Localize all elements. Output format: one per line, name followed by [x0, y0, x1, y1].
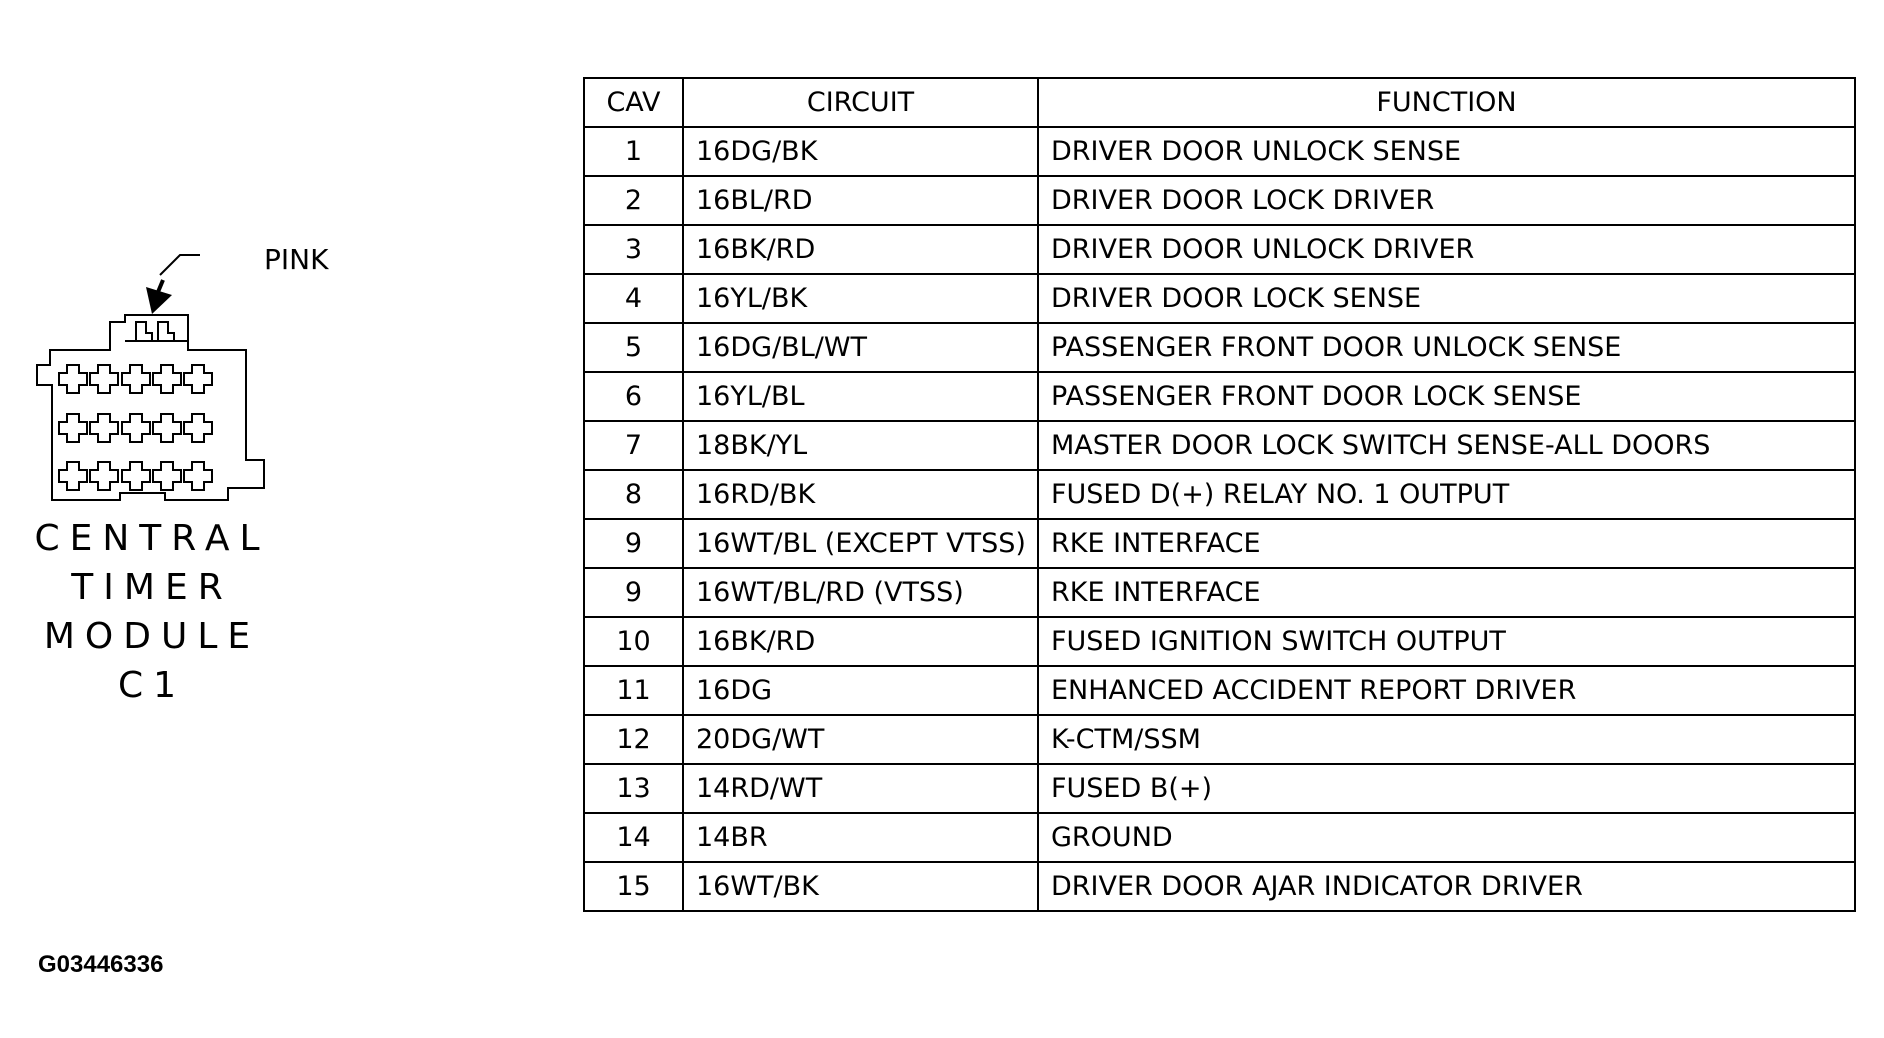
cavity-terminal [90, 462, 118, 490]
circuit-cell: 16WT/BK [683, 862, 1038, 911]
function-cell: PASSENGER FRONT DOOR LOCK SENSE [1038, 372, 1855, 421]
cavity-terminal [122, 462, 150, 490]
table-row [584, 568, 1855, 617]
table-row [584, 176, 1855, 225]
cavity-terminal [59, 365, 87, 393]
table-row [584, 715, 1855, 764]
header-circuit: CIRCUIT [683, 78, 1038, 127]
table-row [584, 764, 1855, 813]
cav-cell: 4 [584, 274, 683, 323]
function-cell: DRIVER DOOR LOCK DRIVER [1038, 176, 1855, 225]
cav-cell: 12 [584, 715, 683, 764]
cavity-terminal [153, 365, 181, 393]
circuit-cell: 16RD/BK [683, 470, 1038, 519]
cav-cell: 13 [584, 764, 683, 813]
connector-color-label: PINK [264, 243, 329, 276]
table-row [584, 372, 1855, 421]
circuit-cell: 16BK/RD [683, 617, 1038, 666]
table-row [584, 813, 1855, 862]
cav-cell: 3 [584, 225, 683, 274]
table-row [584, 323, 1855, 372]
cav-cell: 15 [584, 862, 683, 911]
circuit-cell: 16YL/BK [683, 274, 1038, 323]
circuit-cell: 16BL/RD [683, 176, 1038, 225]
header-function: FUNCTION [1038, 78, 1855, 127]
circuit-cell: 16BK/RD [683, 225, 1038, 274]
function-cell: DRIVER DOOR UNLOCK SENSE [1038, 127, 1855, 176]
cavity-terminal [122, 365, 150, 393]
function-cell: PASSENGER FRONT DOOR UNLOCK SENSE [1038, 323, 1855, 372]
figure-id: G03446336 [38, 951, 164, 978]
function-cell: K-CTM/SSM [1038, 715, 1855, 764]
pin-out-table [583, 77, 1856, 912]
cav-cell: 1 [584, 127, 683, 176]
cav-cell: 9 [584, 568, 683, 617]
cav-cell: 14 [584, 813, 683, 862]
table-row [584, 274, 1855, 323]
table-row [584, 862, 1855, 911]
circuit-cell: 16WT/BL (EXCEPT VTSS) [683, 519, 1038, 568]
function-cell: FUSED IGNITION SWITCH OUTPUT [1038, 617, 1855, 666]
circuit-cell: 16YL/BL [683, 372, 1038, 421]
function-cell: FUSED B(+) [1038, 764, 1855, 813]
function-cell: FUSED D(+) RELAY NO. 1 OUTPUT [1038, 470, 1855, 519]
circuit-cell: 18BK/YL [683, 421, 1038, 470]
function-cell: RKE INTERFACE [1038, 519, 1855, 568]
circuit-cell: 14RD/WT [683, 764, 1038, 813]
function-cell: DRIVER DOOR LOCK SENSE [1038, 274, 1855, 323]
cavity-grid [59, 365, 212, 490]
cav-cell: 7 [584, 421, 683, 470]
cavity-terminal [184, 462, 212, 490]
module-name-line-4: C1 [117, 665, 187, 706]
cavity-terminal [153, 462, 181, 490]
cavity-terminal [184, 414, 212, 442]
circuit-cell: 16DG [683, 666, 1038, 715]
function-cell: ENHANCED ACCIDENT REPORT DRIVER [1038, 666, 1855, 715]
circuit-cell: 16DG/BL/WT [683, 323, 1038, 372]
cav-cell: 8 [584, 470, 683, 519]
table-row [584, 225, 1855, 274]
module-name-line-3: MODULE [43, 616, 261, 657]
function-cell: MASTER DOOR LOCK SWITCH SENSE-ALL DOORS [1038, 421, 1855, 470]
connector-face [37, 315, 264, 500]
cavity-terminal [153, 414, 181, 442]
cav-cell: 9 [584, 519, 683, 568]
function-cell: RKE INTERFACE [1038, 568, 1855, 617]
pink-leader-arrow [146, 255, 200, 314]
circuit-cell: 16DG/BK [683, 127, 1038, 176]
cavity-terminal [59, 462, 87, 490]
table-row [584, 617, 1855, 666]
cav-cell: 10 [584, 617, 683, 666]
module-name-line-2: TIMER [71, 567, 233, 608]
cav-cell: 6 [584, 372, 683, 421]
header-cav: CAV [584, 78, 683, 127]
circuit-cell: 14BR [683, 813, 1038, 862]
cav-cell: 2 [584, 176, 683, 225]
cavity-terminal [122, 414, 150, 442]
cavity-terminal [90, 365, 118, 393]
table-row [584, 470, 1855, 519]
function-cell: DRIVER DOOR AJAR INDICATOR DRIVER [1038, 862, 1855, 911]
cav-cell: 11 [584, 666, 683, 715]
cavity-terminal [90, 414, 118, 442]
cav-cell: 5 [584, 323, 683, 372]
function-cell: DRIVER DOOR UNLOCK DRIVER [1038, 225, 1855, 274]
circuit-cell: 20DG/WT [683, 715, 1038, 764]
module-name-line-1: CENTRAL [34, 518, 270, 559]
cavity-terminal [59, 414, 87, 442]
cavity-terminal [184, 365, 212, 393]
table-row [584, 666, 1855, 715]
table-row [584, 421, 1855, 470]
function-cell: GROUND [1038, 813, 1855, 862]
circuit-cell: 16WT/BL/RD (VTSS) [683, 568, 1038, 617]
table-row [584, 127, 1855, 176]
table-row [584, 519, 1855, 568]
table-header-row [584, 78, 1855, 127]
